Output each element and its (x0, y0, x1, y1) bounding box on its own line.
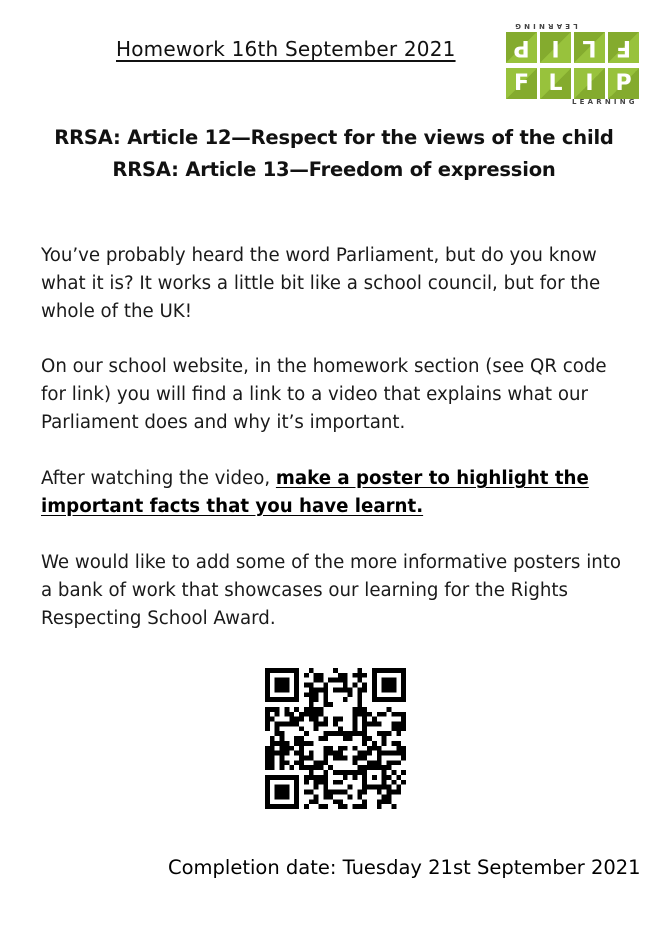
paragraph-showcase: We would like to add some of the more informative posters into a bank of work that showcases our learning for the Rights Respecting School Award. (41, 552, 622, 629)
logo-tile: P (608, 68, 639, 99)
logo-label-bottom: LEARNING (572, 98, 638, 106)
logo-tile: F (608, 32, 639, 63)
logo-tile: I (540, 32, 571, 63)
homework-title: Homework 16th September 2021 (116, 37, 456, 61)
task-intro-text: After watching the video, (41, 468, 276, 489)
logo-label-top: LEARNING (512, 22, 578, 30)
paragraph-task (41, 465, 631, 521)
qr-code-icon[interactable] (265, 668, 406, 809)
task-emphasis-text: make a poster to highlight the important facts that you have learnt. (41, 468, 589, 517)
logo-tile: L (540, 68, 571, 99)
paragraph-website: On our school website, in the homework section (see QR code for link) you will find a link to a video that explains what our Parliament does and why it’s important. (41, 356, 607, 433)
completion-date: Completion date: Tuesday 21st September 2021 (168, 856, 641, 879)
logo-tile: I (574, 68, 605, 99)
paragraph-intro: You’ve probably heard the word Parliament, but do you know what it is? It works a little bit like a school council, but for the whole of the UK! (41, 245, 601, 322)
article-heading: RRSA: Article 13—Freedom of expression (112, 158, 556, 181)
logo-tile: P (506, 32, 537, 63)
flip-learning-logo (506, 22, 640, 110)
logo-tile: F (506, 68, 537, 99)
logo-tile: L (574, 32, 605, 63)
article-heading: RRSA: Article 12—Respect for the views of the child (54, 126, 614, 149)
